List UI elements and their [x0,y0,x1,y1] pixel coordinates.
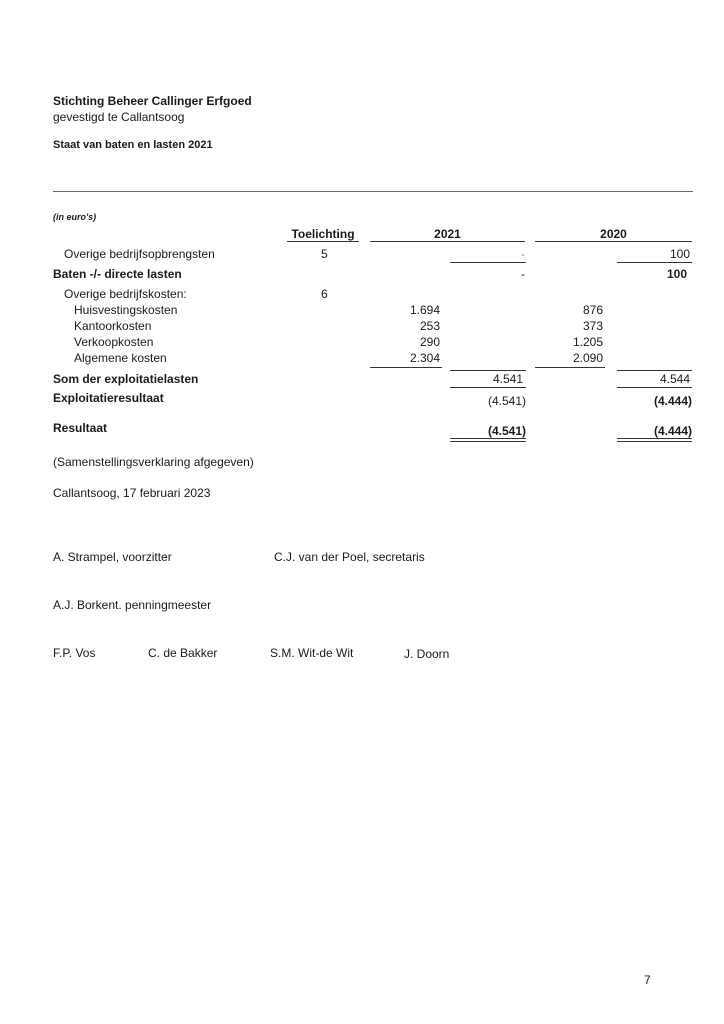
signatory-de-bakker: C. de Bakker [148,646,218,660]
page-number: 7 [644,973,651,987]
row-note-overige-kosten: 6 [321,287,328,301]
col-toelichting-underline [287,241,359,242]
row-2021-kantoor: 253 [419,319,440,333]
kosten-sum-line-2021 [370,367,442,368]
row-label-som-lasten: Som der exploitatielasten [53,372,199,386]
col-2020: 2020 [600,227,627,241]
col-2021: 2021 [434,227,461,241]
row-label-exploitatieresultaat: Exploitatieresultaat [53,391,164,405]
row-label-verkoop: Verkoopkosten [74,335,154,349]
org-name: Stichting Beheer Callinger Erfgoed [53,94,252,108]
row-2020-kantoor: 373 [582,319,603,333]
subtotal-line-2021 [450,262,526,263]
resultaat-double-line-1-2021 [450,438,526,439]
signatory-doorn: J. Doorn [404,647,450,661]
row-2021-overige-opbrengsten: - [521,247,525,261]
row-label-kantoor: Kantoorkosten [74,319,152,333]
compilation-note: (Samenstellingsverklaring afgegeven) [53,455,254,469]
row-note-overige-opbrengsten: 5 [321,247,328,261]
row-label-resultaat: Resultaat [53,421,108,435]
statement-title: Staat van baten en lasten 2021 [53,139,213,151]
row-2021-huisvesting: 1.694 [409,303,440,317]
row-label-overige-kosten: Overige bedrijfskosten: [64,287,187,301]
header-divider [53,191,693,192]
row-2021-som-lasten: 4.541 [492,372,523,386]
row-label-algemeen: Algemene kosten [74,351,167,365]
som-top-line-2020 [617,370,692,371]
row-2020-som-lasten: 4.544 [659,372,690,386]
resultaat-double-line-2-2021 [450,441,526,442]
row-2020-algemeen: 2.090 [572,351,603,365]
subtotal-line-2020 [617,262,692,263]
som-bottom-line-2021 [450,387,526,388]
row-2020-huisvesting: 876 [582,303,603,317]
row-2020-exploitatieresultaat: (4.444) [653,394,692,408]
signatory-wit: S.M. Wit-de Wit [270,646,354,660]
row-2021-exploitatieresultaat: (4.541) [487,394,526,408]
org-location: gevestigd te Callantsoog [53,110,185,124]
row-label-overige-opbrengsten: Overige bedrijfsopbrengsten [64,247,215,261]
row-label-huisvesting: Huisvestingskosten [74,303,178,317]
col-2020-underline [535,241,692,242]
row-2020-overige-opbrengsten: 100 [669,247,690,261]
unit-note: (in euro's) [53,212,97,222]
row-2020-verkoop: 1.205 [572,335,603,349]
kosten-sum-line-2020 [535,367,605,368]
resultaat-double-line-1-2020 [617,438,692,439]
signatory-strampel: A. Strampel, voorzitter [53,550,172,564]
row-label-baten: Baten -/- directe lasten [53,267,182,281]
row-2020-resultaat: (4.444) [653,424,692,438]
signatory-vos: F.P. Vos [53,646,96,660]
col-2021-underline [370,241,525,242]
som-top-line-2021 [450,370,526,371]
row-2021-resultaat: (4.541) [487,424,526,438]
row-2021-baten: - [521,267,525,281]
signatory-borkent: A.J. Borkent. penningmeester [53,598,212,612]
signatory-van-der-poel: C.J. van der Poel, secretaris [274,550,425,564]
row-2021-algemeen: 2.304 [409,351,440,365]
resultaat-double-line-2-2020 [617,441,692,442]
row-2021-verkoop: 290 [419,335,440,349]
place-date: Callantsoog, 17 februari 2023 [53,486,211,500]
row-2020-baten: 100 [666,267,687,281]
som-bottom-line-2020 [617,387,692,388]
col-toelichting: Toelichting [291,227,355,241]
